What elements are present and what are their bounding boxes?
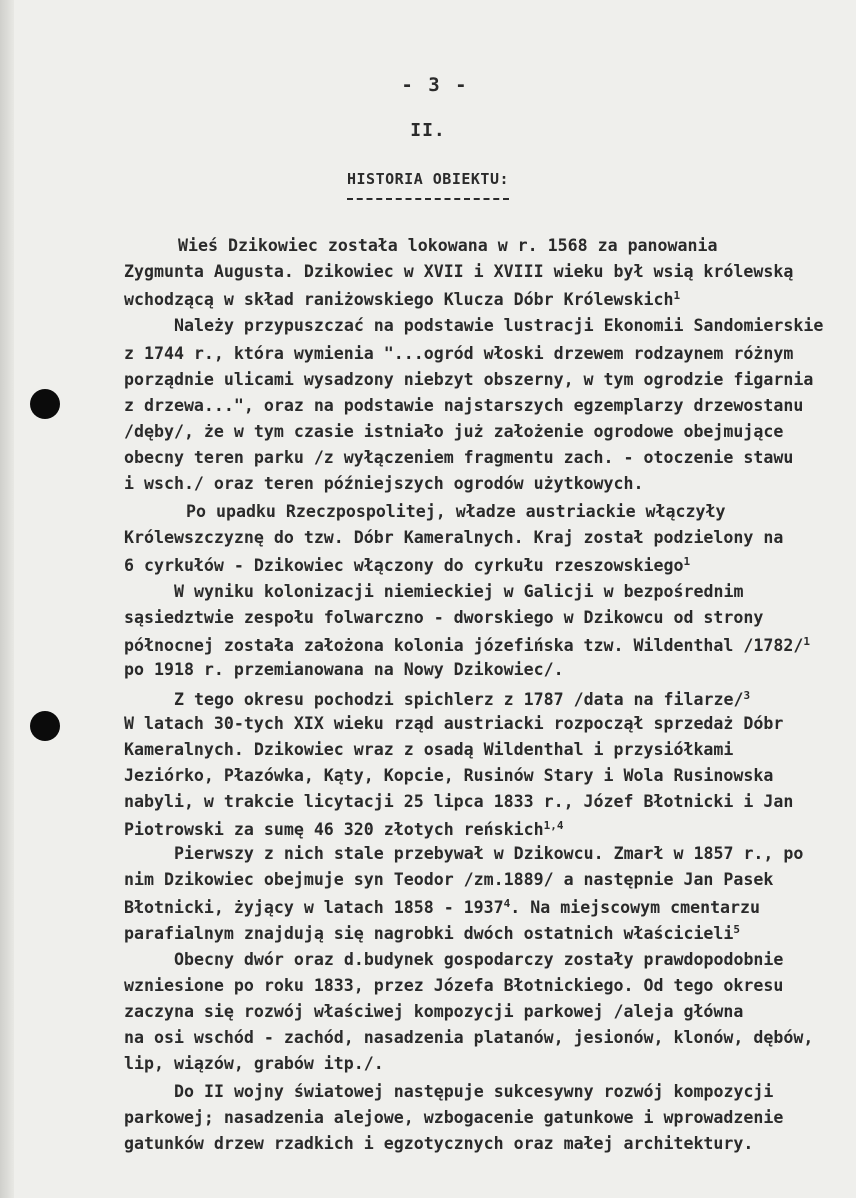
footnote-marker: 4 (503, 897, 511, 910)
text-line: Kameralnych. Dzikowiec wraz z osadą Wildenthal i przysiółkami (124, 740, 734, 759)
text-line: nim Dzikowiec obejmuje syn Teodor /zm.1889/ a następnie Jan Pasek (124, 870, 774, 889)
text-line: zaczyna się rozwój właściwej kompozycji parkowej /aleja główna (124, 1002, 744, 1021)
text-line: /dęby/, że w tym czasie istniało już założenie ogrodowe obejmujące (124, 422, 784, 441)
text-line: północnej została założona kolonia józefińska tzw. Wildenthal /1782/$^1$ (124, 635, 810, 655)
text-line: parafialnym znajdują się nagrobki dwóch ostatnich właścicieli$^5$ (124, 923, 741, 943)
footnote-marker: 1 (683, 555, 691, 568)
footnote-marker: 3 (743, 689, 751, 702)
text-line: Królewszczyznę do tzw. Dóbr Kameralnych. Kraj został podzielony na (124, 528, 784, 547)
footnote-marker: 1 (803, 635, 810, 648)
text-line: Jeziórko, Płazówka, Kąty, Kopcie, Rusinów Stary i Wola Rusinowska (124, 766, 774, 785)
text-line: sąsiedztwie zespołu folwarczno - dworskiego w Dzikowcu od strony (124, 608, 764, 627)
text-line: na osi wschód - zachód, nasadzenia platanów, jesionów, klonów, dębów, (124, 1028, 814, 1047)
text-line: i wsch./ oraz teren późniejszych ogrodów użytkowych. (124, 474, 644, 493)
footnote-marker: 5 (733, 923, 741, 936)
page-number: - 3 - (401, 74, 469, 96)
text-line: z 1744 r., która wymienia "...ogród włoski drzewem rodzaynem różnym (124, 344, 794, 363)
text-line: wchodzącą w skład raniżowskiego Klucza Dóbr Królewskich$^1$ (124, 289, 681, 309)
text-line: wzniesione po roku 1833, przez Józefa Błotnickiego. Od tego okresu (124, 976, 784, 995)
section-title-text: HISTORIA OBIEKTU: (347, 170, 509, 200)
chapter-number: II. (410, 120, 446, 141)
text-line: Zygmunta Augusta. Dzikowiec w XVII i XVIII wieku był wsią królewską (124, 262, 794, 281)
text-line: W wyniku kolonizacji niemieckiej w Galicji w bezpośrednim (174, 582, 744, 601)
text-line: po 1918 r. przemianowana na Nowy Dzikowiec/. (124, 660, 564, 679)
text-line: Piotrowski za sumę 46 320 złotych reńskich$^{1,4}$ (124, 819, 564, 839)
text-line: Należy przypuszczać na podstawie lustracji Ekonomii Sandomierskie (174, 316, 824, 335)
text-line: Do II wojny światowej następuje sukcesywny rozwój kompozycji (174, 1082, 774, 1101)
text-line: obecny teren parku /z wyłączeniem fragmentu zach. - otoczenie stawu (124, 448, 794, 467)
punch-hole-bottom (30, 711, 60, 741)
section-title (0, 170, 856, 200)
text-line: 6 cyrkułów - Dzikowiec włączony do cyrkułu rzeszowskiego$^1$ (124, 555, 691, 575)
text-line: Z tego okresu pochodzi spichlerz z 1787 /data na filarze/$^3$ (174, 689, 751, 709)
text-line: lip, wiązów, grabów itp./. (124, 1054, 384, 1073)
text-line: parkowej; nasadzenia alejowe, wzbogacenie gatunkowe i wprowadzenie (124, 1108, 784, 1127)
punch-hole-top (30, 389, 60, 419)
text-line: Po upadku Rzeczpospolitej, władze austriackie włączyły (186, 502, 726, 521)
text-line: W latach 30-tych XIX wieku rząd austriacki rozpoczął sprzedaż Dóbr (124, 714, 784, 733)
text-line: z drzewa...", oraz na podstawie najstarszych egzemplarzy drzewostanu (124, 396, 804, 415)
footnote-marker: 1 (673, 289, 681, 302)
text-line: gatunków drzew rzadkich i egzotycznych oraz małej architektury. (124, 1134, 754, 1153)
text-line: Wieś Dzikowiec została lokowana w r. 1568 za panowania (178, 236, 718, 255)
footnote-marker: 1,4 (543, 819, 564, 832)
text-line: Obecny dwór oraz d.budynek gospodarczy zostały prawdopodobnie (174, 950, 784, 969)
text-line: Pierwszy z nich stale przebywał w Dzikowcu. Zmarł w 1857 r., po (174, 844, 804, 863)
text-line: nabyli, w trakcie licytacji 25 lipca 1833 r., Józef Błotnicki i Jan (124, 792, 794, 811)
text-line: Błotnicki, żyjący w latach 1858 - 1937$^4$. Na miejscowym cmentarzu (124, 897, 761, 917)
text-line: porządnie ulicami wysadzony niebzyt obszerny, w tym ogrodzie figarnia (124, 370, 814, 389)
